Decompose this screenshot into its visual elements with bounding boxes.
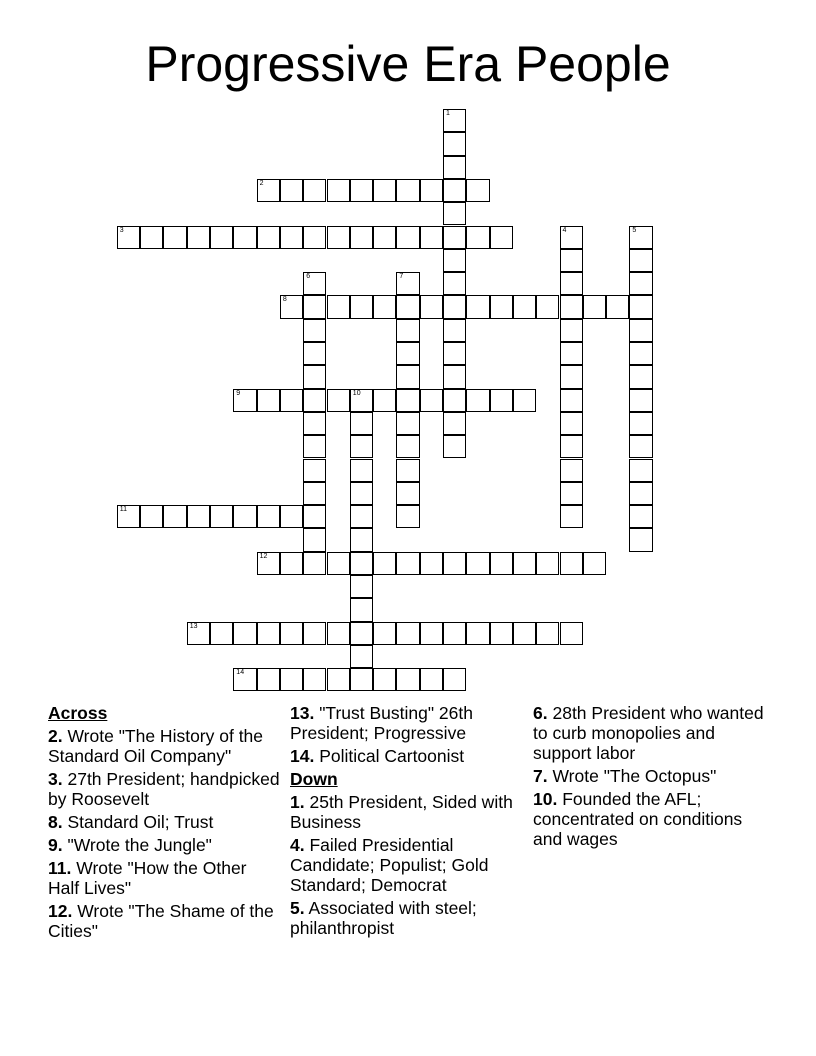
grid-cell[interactable] [187, 226, 210, 249]
grid-cell[interactable] [629, 319, 652, 342]
grid-cell[interactable] [443, 295, 466, 318]
grid-cell[interactable] [396, 295, 419, 318]
clue-number: 11. [48, 858, 72, 878]
clue-text: Associated with steel; philanthropist [290, 898, 477, 938]
clue-text: Wrote "The History of the Standard Oil Company" [48, 726, 264, 766]
grid-cell[interactable] [257, 552, 280, 575]
grid-cell[interactable] [560, 295, 583, 318]
grid-cell[interactable] [466, 226, 489, 249]
clue-down-6[interactable] [533, 703, 765, 763]
grid-cell[interactable] [373, 389, 396, 412]
clue-text: Standard Oil; Trust [67, 812, 214, 832]
grid-cell[interactable] [583, 295, 606, 318]
grid-cell[interactable] [629, 459, 652, 482]
grid-cell[interactable] [350, 552, 373, 575]
grid-cell[interactable] [396, 389, 419, 412]
grid-cell[interactable] [350, 575, 373, 598]
grid-cell[interactable] [560, 389, 583, 412]
grid-cell[interactable] [396, 435, 419, 458]
grid-cell[interactable] [233, 668, 256, 691]
grid-cell[interactable] [163, 505, 186, 528]
grid-cell[interactable] [303, 459, 326, 482]
clue-column-1 [48, 703, 280, 944]
grid-cell[interactable] [466, 295, 489, 318]
grid-cell[interactable] [443, 272, 466, 295]
grid-cell[interactable] [396, 226, 419, 249]
clue-text: 28th President who wanted to curb monopolies and support labor [533, 703, 764, 763]
grid-cell[interactable] [560, 272, 583, 295]
grid-cell[interactable] [536, 295, 559, 318]
grid-cell[interactable] [303, 179, 326, 202]
grid-cell[interactable] [490, 552, 513, 575]
grid-cell[interactable] [443, 412, 466, 435]
grid-cell[interactable] [443, 202, 466, 225]
clue-number: 1. [290, 792, 305, 812]
clue-down-1[interactable] [290, 792, 522, 832]
grid-cell[interactable] [327, 295, 350, 318]
grid-cell[interactable] [629, 528, 652, 551]
clue-across-2[interactable] [48, 726, 280, 766]
clue-number: 12. [48, 901, 73, 921]
grid-cell[interactable] [140, 505, 163, 528]
grid-cell[interactable] [210, 505, 233, 528]
grid-cell[interactable] [327, 668, 350, 691]
grid-cell[interactable] [280, 552, 303, 575]
clue-text: Failed Presidential Candidate; Populist; Gold Standard; Democrat [290, 835, 489, 895]
clue-number: 8. [48, 812, 63, 832]
grid-cell[interactable] [233, 505, 256, 528]
grid-cell[interactable] [629, 272, 652, 295]
grid-cell[interactable] [327, 389, 350, 412]
clue-text: "Wrote the Jungle" [67, 835, 212, 855]
grid-cell[interactable] [420, 552, 443, 575]
grid-cell[interactable] [303, 505, 326, 528]
grid-cell[interactable] [303, 389, 326, 412]
grid-cell[interactable] [490, 389, 513, 412]
grid-cell[interactable] [396, 342, 419, 365]
grid-cell[interactable] [629, 249, 652, 272]
grid-cell[interactable] [350, 645, 373, 668]
cell-number: 12 [259, 552, 268, 560]
grid-cell[interactable] [350, 389, 373, 412]
clue-number: 10. [533, 789, 558, 809]
grid-cell[interactable] [443, 668, 466, 691]
grid-cell[interactable] [443, 249, 466, 272]
clue-text: "Trust Busting" 26th President; Progressive [290, 703, 473, 743]
grid-cell[interactable] [350, 412, 373, 435]
grid-cell[interactable] [350, 505, 373, 528]
grid-cell[interactable] [443, 435, 466, 458]
clue-number: 13. [290, 703, 315, 723]
grid-cell[interactable] [210, 226, 233, 249]
grid-cell[interactable] [187, 505, 210, 528]
grid-cell[interactable] [466, 389, 489, 412]
clue-across-8[interactable] [48, 812, 280, 832]
grid-cell[interactable] [350, 482, 373, 505]
grid-cell[interactable] [396, 365, 419, 388]
grid-cell[interactable] [396, 552, 419, 575]
clue-across-14[interactable] [290, 746, 522, 766]
grid-cell[interactable] [420, 226, 443, 249]
grid-cell[interactable] [490, 622, 513, 645]
grid-cell[interactable] [280, 622, 303, 645]
grid-cell[interactable] [443, 552, 466, 575]
grid-cell[interactable] [396, 319, 419, 342]
grid-cell[interactable] [303, 272, 326, 295]
grid-cell[interactable] [187, 622, 210, 645]
grid-cell[interactable] [536, 552, 559, 575]
grid-cell[interactable] [233, 622, 256, 645]
grid-cell[interactable] [373, 226, 396, 249]
grid-cell[interactable] [420, 668, 443, 691]
grid-cell[interactable] [396, 412, 419, 435]
grid-cell[interactable] [466, 552, 489, 575]
grid-cell[interactable] [629, 389, 652, 412]
grid-cell[interactable] [560, 249, 583, 272]
grid-cell[interactable] [466, 179, 489, 202]
grid-cell[interactable] [280, 295, 303, 318]
grid-cell[interactable] [420, 389, 443, 412]
grid-cell[interactable] [396, 668, 419, 691]
grid-cell[interactable] [629, 226, 652, 249]
clue-number: 14. [290, 746, 315, 766]
grid-cell[interactable] [443, 179, 466, 202]
grid-cell[interactable] [303, 622, 326, 645]
grid-cell[interactable] [629, 482, 652, 505]
clue-down-5[interactable] [290, 898, 522, 938]
grid-cell[interactable] [443, 342, 466, 365]
grid-cell[interactable] [583, 552, 606, 575]
grid-cell[interactable] [257, 179, 280, 202]
grid-cell[interactable] [629, 435, 652, 458]
cell-number: 13 [189, 622, 198, 630]
clue-text: Wrote "The Shame of the Cities" [48, 901, 274, 941]
grid-cell[interactable] [560, 342, 583, 365]
grid-cell[interactable] [350, 226, 373, 249]
grid-cell[interactable] [560, 482, 583, 505]
grid-cell[interactable] [560, 365, 583, 388]
grid-cell[interactable] [396, 505, 419, 528]
grid-cell[interactable] [443, 319, 466, 342]
cell-number: 1 [446, 110, 450, 117]
grid-cell[interactable] [560, 226, 583, 249]
grid-cell[interactable] [350, 179, 373, 202]
down-header: Down [290, 769, 338, 789]
clue-text: Wrote "The Octopus" [552, 766, 717, 786]
grid-cell[interactable] [396, 459, 419, 482]
cell-number: 7 [399, 273, 404, 281]
grid-cell[interactable] [327, 226, 350, 249]
clue-across-3[interactable] [48, 769, 280, 809]
grid-cell[interactable] [327, 552, 350, 575]
grid-cell[interactable] [513, 295, 536, 318]
grid-cell[interactable] [257, 226, 280, 249]
grid-cell[interactable] [443, 109, 466, 132]
grid-cell[interactable] [560, 505, 583, 528]
grid-cell[interactable] [443, 156, 466, 179]
grid-cell[interactable] [373, 552, 396, 575]
cell-number: 10 [352, 389, 361, 397]
clue-number: 5. [290, 898, 305, 918]
grid-cell[interactable] [303, 226, 326, 249]
grid-cell[interactable] [560, 552, 583, 575]
grid-cell[interactable] [443, 365, 466, 388]
grid-cell[interactable] [560, 435, 583, 458]
grid-cell[interactable] [140, 226, 163, 249]
clue-number: 9. [48, 835, 63, 855]
grid-cell[interactable] [117, 505, 140, 528]
grid-cell[interactable] [420, 179, 443, 202]
clue-down-4[interactable] [290, 835, 522, 895]
grid-cell[interactable] [303, 528, 326, 551]
grid-cell[interactable] [629, 505, 652, 528]
grid-cell[interactable] [303, 319, 326, 342]
grid-cell[interactable] [257, 389, 280, 412]
grid-cell[interactable] [327, 622, 350, 645]
grid-cell[interactable] [396, 482, 419, 505]
grid-cell[interactable] [233, 389, 256, 412]
grid-cell[interactable] [606, 295, 629, 318]
grid-cell[interactable] [396, 272, 419, 295]
cell-number: 14 [236, 669, 245, 677]
grid-cell[interactable] [629, 365, 652, 388]
clue-down-7[interactable] [533, 766, 765, 786]
clue-across-12[interactable] [48, 901, 280, 941]
grid-cell[interactable] [373, 668, 396, 691]
grid-cell[interactable] [303, 295, 326, 318]
clue-number: 6. [533, 703, 548, 723]
grid-cell[interactable] [303, 435, 326, 458]
cell-number: 5 [632, 226, 637, 234]
clue-column-2 [290, 703, 522, 941]
grid-cell[interactable] [629, 295, 652, 318]
grid-cell[interactable] [350, 459, 373, 482]
grid-cell[interactable] [163, 226, 186, 249]
cell-number: 3 [119, 226, 124, 234]
grid-cell[interactable] [396, 622, 419, 645]
cell-number: 6 [306, 273, 311, 281]
grid-cell[interactable] [350, 622, 373, 645]
cell-number: 9 [236, 389, 241, 397]
grid-cell[interactable] [536, 622, 559, 645]
clue-number: 4. [290, 835, 305, 855]
clue-text: Wrote "How the Other Half Lives" [48, 858, 247, 898]
grid-cell[interactable] [350, 528, 373, 551]
clue-across-9[interactable] [48, 835, 280, 855]
grid-cell[interactable] [257, 505, 280, 528]
grid-cell[interactable] [280, 505, 303, 528]
grid-cell[interactable] [327, 179, 350, 202]
grid-cell[interactable] [280, 389, 303, 412]
clue-text: 27th President; handpicked by Roosevelt [48, 769, 280, 809]
clue-text: 25th President, Sided with Business [290, 792, 513, 832]
grid-cell[interactable] [350, 435, 373, 458]
grid-cell[interactable] [560, 319, 583, 342]
clue-text: Political Cartoonist [319, 746, 465, 766]
grid-cell[interactable] [629, 412, 652, 435]
grid-cell[interactable] [373, 622, 396, 645]
cell-number: 11 [119, 506, 128, 514]
across-header: Across [48, 703, 108, 723]
grid-cell[interactable] [280, 179, 303, 202]
page-title: Progressive Era People [145, 36, 671, 92]
grid-cell[interactable] [233, 226, 256, 249]
grid-cell[interactable] [420, 295, 443, 318]
clue-number: 2. [48, 726, 63, 746]
grid-cell[interactable] [560, 459, 583, 482]
clue-across-11[interactable] [48, 858, 280, 898]
grid-cell[interactable] [443, 226, 466, 249]
grid-cell[interactable] [513, 622, 536, 645]
grid-cell[interactable] [373, 295, 396, 318]
grid-cell[interactable] [560, 412, 583, 435]
grid-cell[interactable] [303, 412, 326, 435]
cell-number: 8 [282, 296, 287, 304]
grid-cell[interactable] [560, 622, 583, 645]
grid-cell[interactable] [280, 226, 303, 249]
grid-cell[interactable] [513, 552, 536, 575]
grid-cell[interactable] [280, 668, 303, 691]
grid-cell[interactable] [420, 622, 443, 645]
grid-cell[interactable] [466, 622, 489, 645]
grid-cell[interactable] [396, 179, 419, 202]
grid-cell[interactable] [443, 389, 466, 412]
clue-column-3 [533, 703, 765, 852]
clue-text: Founded the AFL; concentrated on conditions and wages [533, 789, 743, 849]
grid-cell[interactable] [303, 668, 326, 691]
grid-cell[interactable] [350, 598, 373, 621]
clue-down-10[interactable] [533, 789, 765, 849]
grid-cell[interactable] [350, 668, 373, 691]
grid-cell[interactable] [257, 622, 280, 645]
grid-cell[interactable] [443, 132, 466, 155]
grid-cell[interactable] [490, 226, 513, 249]
grid-cell[interactable] [303, 552, 326, 575]
clue-number: 3. [48, 769, 63, 789]
grid-cell[interactable] [490, 295, 513, 318]
grid-cell[interactable] [629, 342, 652, 365]
grid-cell[interactable] [257, 668, 280, 691]
cell-number: 2 [259, 179, 264, 187]
grid-cell[interactable] [350, 295, 373, 318]
grid-cell[interactable] [210, 622, 233, 645]
grid-cell[interactable] [303, 342, 326, 365]
grid-cell[interactable] [513, 389, 536, 412]
grid-cell[interactable] [443, 622, 466, 645]
clue-number: 7. [533, 766, 548, 786]
grid-cell[interactable] [303, 365, 326, 388]
cell-number: 4 [562, 226, 567, 234]
grid-cell[interactable] [303, 482, 326, 505]
grid-cell[interactable] [117, 226, 140, 249]
clue-across-13[interactable] [290, 703, 522, 743]
grid-cell[interactable] [373, 179, 396, 202]
